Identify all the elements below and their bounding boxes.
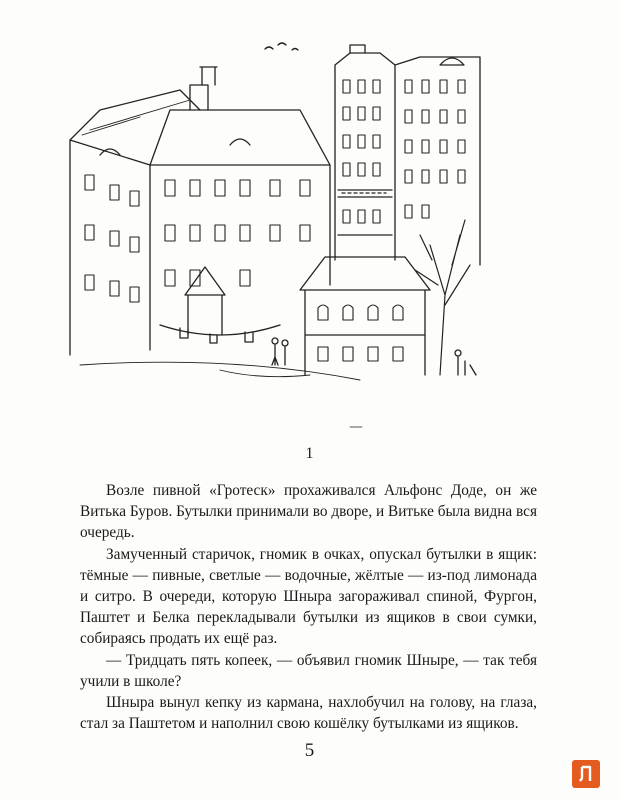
paragraph: Замученный старичок, гномик в очках, опускал бутылки в ящик: тёмные — пивные, светлые — водочные, жёлтые — из-под лимонада и ситро. В очереди, которую Шныра загораживал спиной, Фургон, Паштет и Белка перекладывали бутылки из ящиков в свои сумки, собираясь продать их ещё раз.	[80, 545, 537, 648]
publisher-logo-icon	[572, 760, 600, 788]
chapter-number: 1	[305, 445, 314, 462]
story-text	[80, 480, 537, 734]
paragraph: Возле пивной «Гротеск» прохаживался Альфонс Доде, он же Витька Буров. Бутылки принимали во дворе, и Витьке была видна вся очередь.	[80, 482, 537, 542]
paragraph: — Тридцать пять копеек, — объявил гномик Шныре, — так тебя учили в школе?	[80, 651, 537, 690]
page-number: 5	[304, 740, 315, 761]
paragraph: Шныра вынул кепку из кармана, нахлобучил на голову, на глаза, стал за Паштетом и наполнил свою кошёлку бутылками из ящиков.	[80, 694, 537, 733]
courtyard-illustration	[60, 35, 530, 435]
